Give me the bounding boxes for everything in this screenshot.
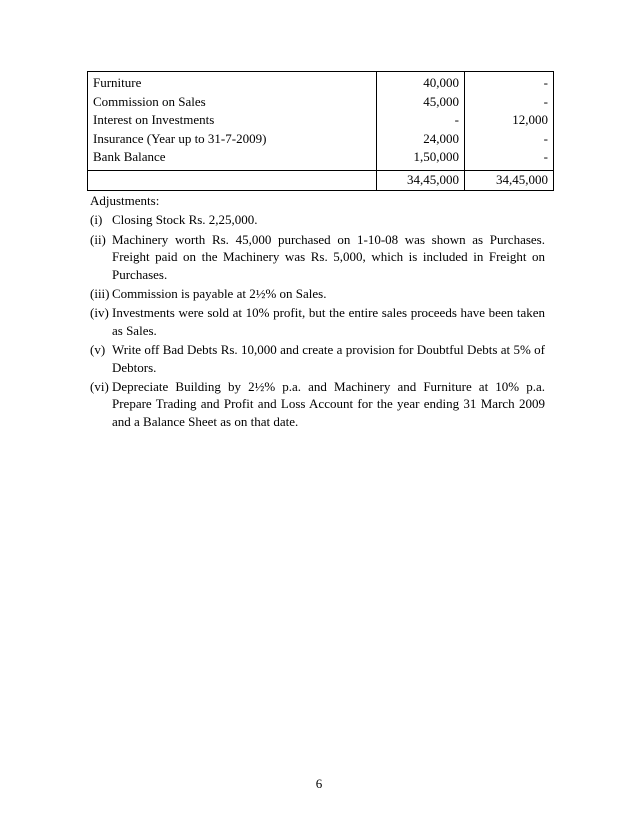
particular-cell: Commission on Sales [88,93,377,112]
adjustment-text: Investments were sold at 10% profit, but the entire sales proceeds have been taken as Sales. [112,305,545,338]
table-row [88,111,554,130]
adjustments-section [90,192,545,432]
credit-cell: - [465,148,554,170]
table-row [88,72,554,93]
adjustment-item [90,341,545,376]
adjustment-text: Write off Bad Debts Rs. 10,000 and create a provision for Doubtful Debts at 5% of Debtors. [112,342,545,375]
table-row [88,130,554,149]
adjustment-item [90,231,545,283]
adjustment-item [90,285,545,302]
trial-balance-table [87,71,554,191]
page-number: 6 [315,776,323,791]
debit-cell: 24,000 [377,130,465,149]
credit-cell: - [465,72,554,93]
debit-cell: 40,000 [377,72,465,93]
credit-cell: - [465,130,554,149]
adjustment-number: (vi) [90,379,109,395]
adjustment-number: (v) [90,342,106,358]
adjustment-number: (ii) [90,231,106,247]
adjustments-heading: Adjustments: [90,193,160,208]
credit-cell: 12,000 [465,111,554,130]
adjustment-text: Commission is payable at 2½% on Sales. [112,286,327,302]
table-row [88,148,554,170]
total-label-cell [88,170,377,190]
adjustment-number: (iii) [90,286,110,302]
total-credit-cell: 34,45,000 [465,170,554,190]
total-debit-cell: 34,45,000 [377,170,465,190]
adjustment-item [90,378,545,430]
debit-cell: - [377,111,465,130]
table-row [88,93,554,112]
adjustment-number: (i) [90,212,103,228]
adjustment-number: (iv) [90,305,109,321]
adjustment-text: Machinery worth Rs. 45,000 purchased on 1-10-08 was shown as Purchases. Freight paid on the Machinery was Rs. 5,000, which is included in Freight on Purchases. [112,231,545,282]
particular-cell: Insurance (Year up to 31-7-2009) [88,130,377,149]
particular-cell: Furniture [88,72,377,93]
particular-cell: Bank Balance [88,148,377,170]
particular-cell: Interest on Investments [88,111,377,130]
credit-cell: - [465,93,554,112]
adjustment-item [90,304,545,339]
adjustment-text: Closing Stock Rs. 2,25,000. [112,212,258,228]
debit-cell: 1,50,000 [377,148,465,170]
adjustment-item [90,211,545,228]
total-row [88,170,554,190]
adjustment-text: Depreciate Building by 2½% p.a. and Machinery and Furniture at 10% p.a. Prepare Trading and Profit and Loss Account for the year ending 31 March 2009 and a Balance Sheet as on that date. [112,379,545,429]
debit-cell: 45,000 [377,93,465,112]
